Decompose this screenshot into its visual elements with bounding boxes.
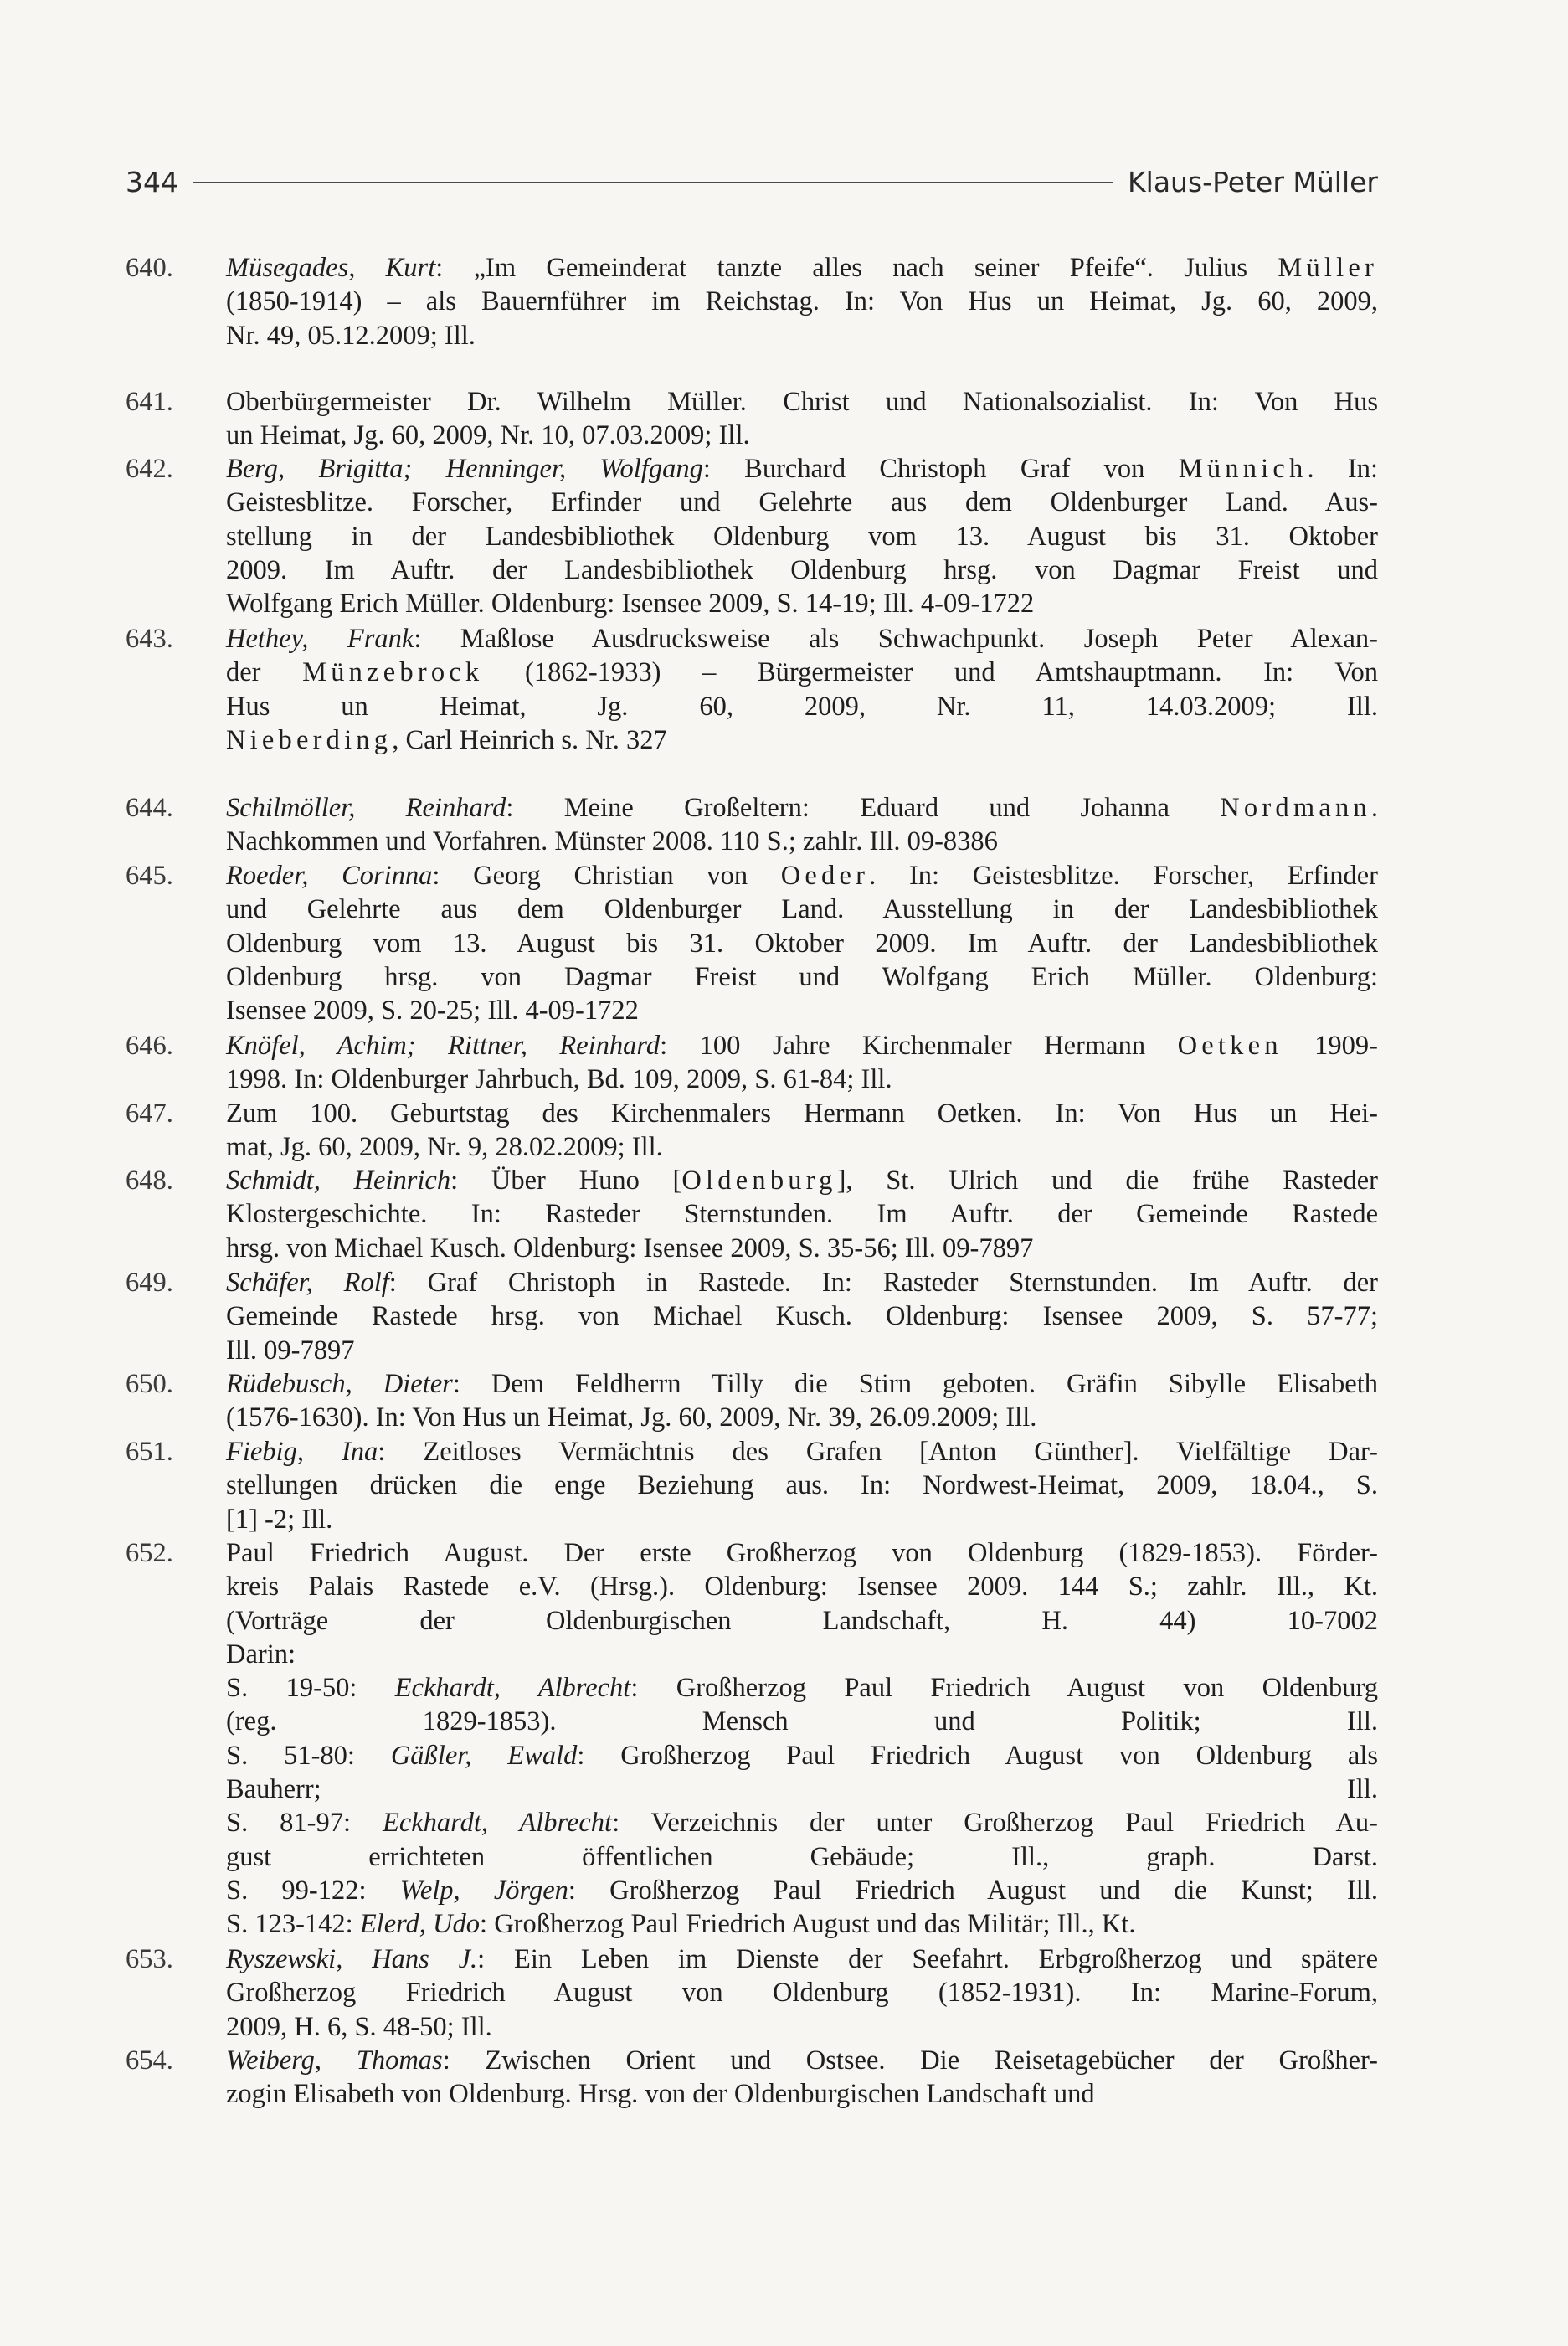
entry-person-name: Oetken: [1177, 1031, 1283, 1061]
entry-line: [226, 994, 1378, 1027]
entry-segment: Wolfgang Erich Müller. Oldenburg: Isensee 2009, S. 14-19; Ill. 4-09-1722: [226, 589, 1035, 620]
entry-segment: S. 99-122:: [226, 1875, 400, 1906]
entry-line: [226, 520, 1378, 553]
entry-line: [226, 723, 1378, 757]
entry-number: 654.: [126, 2045, 173, 2076]
entry-segment: Zum 100. Geburtstag des Kirchenmalers Hermann Oetken. In: Von Hus un Hei-: [226, 1098, 1378, 1129]
entry-line: [226, 1772, 1378, 1806]
entry-line: [226, 486, 1378, 519]
entry-number: 650.: [126, 1369, 173, 1399]
entry-segment: : Burchard Christoph Graf von: [702, 454, 1179, 484]
entry-segment: : Graf Christoph in Rastede. In: Rasteder Sternstunden. Im Auftr. der: [388, 1268, 1378, 1298]
bibliography-entry: [126, 791, 1378, 859]
entry-segment: : Ein Leben im Dienste der Seefahrt. Erbgroßherzog und spätere: [477, 1944, 1379, 1974]
entry-line: [226, 791, 1378, 825]
entry-person-name: Oldenburg: [681, 1165, 837, 1196]
entry-number: 653.: [126, 1944, 173, 1974]
entry-segment: : Großherzog Paul Friedrich August von Oldenburg: [630, 1673, 1378, 1704]
entry-segment: hrsg. von Michael Kusch. Oldenburg: Isensee 2009, S. 35-56; Ill. 09-7897: [226, 1232, 1034, 1263]
entry-line: [226, 1907, 1378, 1941]
running-author: Klaus-Peter Müller: [1128, 166, 1378, 198]
entry-person-name: Müller: [1278, 253, 1378, 283]
entry-segment: 1998. In: Oldenburger Jahrbuch, Bd. 109, 2009, S. 61-84; Ill.: [226, 1064, 892, 1095]
entry-number: 640.: [126, 253, 173, 283]
entry-line: [226, 1334, 1378, 1367]
entry-segment: Bauherr; Ill.: [226, 1774, 1378, 1805]
entry-line: [226, 1739, 1378, 1772]
entry-line: [226, 2010, 1378, 2044]
entry-line: [226, 1638, 1378, 1671]
header-rule: [193, 182, 1113, 183]
entry-author: Schilmöller, Reinhard: [226, 793, 506, 823]
entry-author: Eckhardt, Albrecht: [382, 1808, 613, 1839]
entry-text: [226, 1942, 1378, 2044]
entry-author: Müsegades, Kurt: [226, 253, 436, 283]
entry-author: Hethey, Frank: [226, 624, 414, 654]
entry-line: [226, 1232, 1378, 1265]
entry-text: [226, 791, 1378, 859]
entry-text: [226, 1266, 1378, 1367]
entry-number: 651.: [126, 1437, 173, 1467]
entry-number: 649.: [126, 1268, 173, 1298]
entry-segment: : „Im Gemeinderat tanzte alles nach seiner Pfeife“. Julius: [435, 253, 1278, 283]
entry-text: [226, 1097, 1378, 1165]
entry-segment: ], St. Ulrich und die frühe Rasteder: [836, 1165, 1379, 1196]
entry-line: [226, 319, 1378, 352]
bibliography-entry: [126, 2044, 1378, 2112]
entry-segment: : Maßlose Ausdrucksweise als Schwachpunkt. Joseph Peter Alexan-: [414, 624, 1378, 654]
entry-line: [226, 1469, 1378, 1502]
entry-line: [226, 452, 1378, 486]
entry-line: [226, 1604, 1378, 1638]
entry-line: [226, 1299, 1378, 1333]
entry-line: [226, 1942, 1378, 1976]
entry-text: [226, 385, 1378, 453]
entry-segment: Isensee 2009, S. 20-25; Ill. 4-09-1722: [226, 996, 639, 1026]
entry-segment: 2009. Im Auftr. der Landesbibliothek Oldenburg hrsg. von Dagmar Freist und: [226, 554, 1378, 585]
entry-text: [226, 859, 1378, 1027]
entry-segment: Hus un Heimat, Jg. 60, 2009, Nr. 11, 14.03.2009; Ill.: [226, 691, 1378, 722]
bibliography-entry: [126, 1536, 1378, 1942]
entry-segment: Ill. 09-7897: [226, 1335, 355, 1366]
entry-segment: S. 19-50:: [226, 1673, 395, 1704]
entry-line: [226, 1164, 1378, 1197]
entry-line: [226, 1367, 1378, 1401]
bibliography-entry: [126, 1164, 1378, 1265]
entry-author: Knöfel, Achim; Rittner, Reinhard: [226, 1031, 661, 1061]
entry-number: 644.: [126, 793, 173, 823]
entry-line: [226, 1705, 1378, 1738]
entry-segment: Gemeinde Rastede hrsg. von Michael Kusch. Oldenburg: Isensee 2009, S. 57-77;: [226, 1301, 1378, 1332]
entry-segment: .: [1370, 793, 1378, 823]
entry-segment: Oldenburg hrsg. von Dagmar Freist und Wolfgang Erich Müller. Oldenburg:: [226, 961, 1378, 992]
entry-text: [226, 1435, 1378, 1536]
entry-segment: Nr. 49, 05.12.2009; Ill.: [226, 320, 476, 351]
entry-number: 646.: [126, 1031, 173, 1061]
entry-person-name: Oeder: [780, 861, 870, 891]
entry-segment: : Verzeichnis der unter Großherzog Paul Friedrich Au-: [612, 1808, 1378, 1839]
entry-person-name: Nieberding: [226, 724, 393, 755]
entry-text: [226, 1367, 1378, 1435]
entry-author: Elerd, Udo: [359, 1909, 481, 1940]
bibliography-entry: [126, 859, 1378, 1027]
bibliography-entry: [126, 1097, 1378, 1165]
entry-line: [226, 859, 1378, 893]
entry-line: [226, 1536, 1378, 1570]
entry-segment: (1576-1630). In: Von Hus un Heimat, Jg. 60, 2009, Nr. 39, 26.09.2009; Ill.: [226, 1402, 1037, 1433]
entry-segment: Paul Friedrich August. Der erste Großherzog von Oldenburg (1829-1853). Förder-: [226, 1538, 1378, 1568]
entry-number: 652.: [126, 1538, 173, 1568]
entry-line: [226, 385, 1378, 419]
entry-line: [226, 1130, 1378, 1164]
entry-line: [226, 285, 1378, 318]
entry-segment: Nachkommen und Vorfahren. Münster 2008. 110 S.; zahlr. Ill. 09-8386: [226, 826, 998, 857]
entry-segment: : Zeitloses Vermächtnis des Grafen [Anton Günther]. Vielfältige Dar-: [378, 1437, 1378, 1467]
entry-segment: (1862-1933) – Bürgermeister und Amtshauptmann. In: Von: [483, 657, 1378, 688]
entry-number: 647.: [126, 1098, 173, 1129]
entry-text: [226, 1536, 1378, 1942]
entry-segment: . In: Geistesblitze. Forscher, Erfinder: [869, 861, 1378, 891]
entry-segment: : Meine Großeltern: Eduard und Johanna: [506, 793, 1221, 823]
entry-line: [226, 1097, 1378, 1130]
entry-segment: (1850-1914) – als Bauernführer im Reichstag. In: Von Hus un Heimat, Jg. 60, 2009,: [226, 286, 1378, 317]
entry-segment: Geistesblitze. Forscher, Erfinder und Gelehrte aus dem Oldenburger Land. Aus-: [226, 487, 1378, 518]
entry-segment: Großherzog Friedrich August von Oldenburg (1852-1931). In: Marine-Forum,: [226, 1978, 1378, 2009]
entry-segment: : Georg Christian von: [432, 861, 781, 891]
entry-segment: : Dem Feldherrn Tilly die Stirn geboten. Gräfin Sibylle Elisabeth: [452, 1369, 1379, 1399]
bibliography-entry: [126, 1942, 1378, 2044]
entry-text: [226, 1029, 1378, 1097]
entry-segment: S. 81-97:: [226, 1808, 383, 1839]
bibliography-entry: [126, 622, 1378, 757]
entry-line: [226, 622, 1378, 656]
entry-segment: : 100 Jahre Kirchenmaler Hermann: [660, 1031, 1178, 1061]
entry-line: [226, 1266, 1378, 1299]
bibliography-entry: [126, 1367, 1378, 1435]
entry-author: Roeder, Corinna: [226, 861, 433, 891]
entry-author: Rüdebusch, Dieter: [226, 1369, 453, 1399]
entry-text: [226, 452, 1378, 620]
bibliography-entry: [126, 452, 1378, 620]
entry-text: [226, 1164, 1378, 1265]
entry-segment: Oberbürgermeister Dr. Wilhelm Müller. Christ und Nationalsozialist. In: Von Hus: [226, 387, 1378, 417]
entry-author: Eckhardt, Albrecht: [394, 1673, 631, 1704]
page-number: 344: [126, 166, 178, 198]
entry-segment: zogin Elisabeth von Oldenburg. Hrsg. von der Oldenburgischen Landschaft und: [226, 2079, 1095, 2110]
entry-author: Fiebig, Ina: [226, 1437, 378, 1467]
entry-author: Gäßler, Ewald: [390, 1740, 578, 1771]
entry-segment: : Über Huno [: [450, 1165, 682, 1196]
bibliography-entry: [126, 1435, 1378, 1536]
entry-author: Berg, Brigitta; Henninger, Wolfgang: [226, 454, 703, 484]
entry-line: [226, 1976, 1378, 2009]
entry-segment: Klostergeschichte. In: Rasteder Sternstunden. Im Auftr. der Gemeinde Rastede: [226, 1199, 1378, 1230]
entry-line: [226, 927, 1378, 960]
entry-person-name: Münzebrock: [302, 657, 484, 688]
entry-text: [226, 622, 1378, 757]
entry-line: [226, 1570, 1378, 1603]
entry-line: [226, 1874, 1378, 1907]
entry-segment: der: [226, 657, 303, 688]
entry-segment: : Großherzog Paul Friedrich August und das Militär; Ill., Kt.: [480, 1909, 1136, 1940]
entry-segment: mat, Jg. 60, 2009, Nr. 9, 28.02.2009; Ill.: [226, 1132, 663, 1163]
entry-segment: S. 123-142:: [226, 1909, 360, 1940]
entry-segment: stellung in der Landesbibliothek Oldenburg vom 13. August bis 31. Oktober: [226, 521, 1378, 552]
bibliography-entry: [126, 1029, 1378, 1097]
entry-segment: (reg. 1829-1853). Mensch und Politik; Ill.: [226, 1706, 1378, 1737]
bibliography-entry: [126, 251, 1378, 352]
entry-segment: , Carl Heinrich s. Nr. 327: [392, 724, 667, 755]
entry-segment: und Gelehrte aus dem Oldenburger Land. Ausstellung in der Landesbibliothek: [226, 894, 1378, 925]
entry-line: [226, 1671, 1378, 1705]
entry-author: Ryszewski, Hans J.: [226, 1944, 478, 1974]
entry-line: [226, 1503, 1378, 1536]
entry-line: [226, 553, 1378, 587]
entry-line: [226, 690, 1378, 723]
entry-line: [226, 251, 1378, 285]
entry-line: [226, 1401, 1378, 1434]
entry-segment: 1909-: [1282, 1031, 1379, 1061]
entry-line: [226, 656, 1378, 689]
entry-segment: S. 51-80:: [226, 1740, 391, 1771]
entry-line: [226, 1840, 1378, 1874]
entry-number: 641.: [126, 387, 173, 417]
entry-line: [226, 1197, 1378, 1231]
entry-number: 642.: [126, 454, 173, 484]
entry-number: 648.: [126, 1165, 173, 1196]
entry-line: [226, 2044, 1378, 2077]
entry-segment: Darin:: [226, 1639, 296, 1669]
entry-person-name: Münnich: [1178, 454, 1308, 484]
bibliography-entry: [126, 385, 1378, 453]
entry-author: Schmidt, Heinrich: [226, 1165, 451, 1196]
entry-line: [226, 893, 1378, 926]
entry-text: [226, 251, 1378, 352]
entry-segment: un Heimat, Jg. 60, 2009, Nr. 10, 07.03.2009; Ill.: [226, 420, 750, 451]
entry-line: [226, 825, 1378, 858]
entry-line: [226, 1029, 1378, 1062]
entry-line: [226, 1435, 1378, 1469]
entry-author: Weiberg, Thomas: [226, 2045, 443, 2076]
entry-segment: stellungen drücken die enge Beziehung aus. In: Nordwest-Heimat, 2009, 18.04., S.: [226, 1470, 1378, 1501]
entry-segment: : Großherzog Paul Friedrich August von Oldenburg als: [577, 1740, 1378, 1771]
entry-segment: Oldenburg vom 13. August bis 31. Oktober 2009. Im Auftr. der Landesbibliothek: [226, 928, 1378, 959]
entry-person-name: Nordmann: [1220, 793, 1371, 823]
entry-segment: : Großherzog Paul Friedrich August und die Kunst; Ill.: [568, 1875, 1378, 1906]
entry-number: 645.: [126, 861, 173, 891]
entry-segment: : Zwischen Orient und Ostsee. Die Reisetagebücher der Großher-: [442, 2045, 1378, 2076]
entry-author: Welp, Jörgen: [399, 1875, 568, 1906]
entry-line: [226, 419, 1378, 452]
entry-author: Schäfer, Rolf: [226, 1268, 389, 1298]
entry-segment: kreis Palais Rastede e.V. (Hrsg.). Oldenburg: Isensee 2009. 144 S.; zahlr. Ill., Kt.: [226, 1572, 1378, 1603]
entry-line: [226, 2077, 1378, 2111]
entry-segment: 2009, H. 6, S. 48-50; Ill.: [226, 2011, 492, 2042]
entry-line: [226, 587, 1378, 620]
entry-segment: (Vorträge der Oldenburgischen Landschaft, H. 44) 10-7002: [226, 1605, 1378, 1636]
running-header: [126, 166, 1378, 198]
bibliography-entry: [126, 1266, 1378, 1367]
entry-segment: [1] -2; Ill.: [226, 1504, 333, 1535]
entry-segment: . In:: [1307, 454, 1378, 484]
entry-number: 643.: [126, 624, 173, 654]
entry-segment: gust errichteten öffentlichen Gebäude; Ill., graph. Darst.: [226, 1841, 1378, 1872]
entry-line: [226, 960, 1378, 994]
entry-line: [226, 1806, 1378, 1839]
entry-line: [226, 1062, 1378, 1096]
entry-text: [226, 2044, 1378, 2112]
